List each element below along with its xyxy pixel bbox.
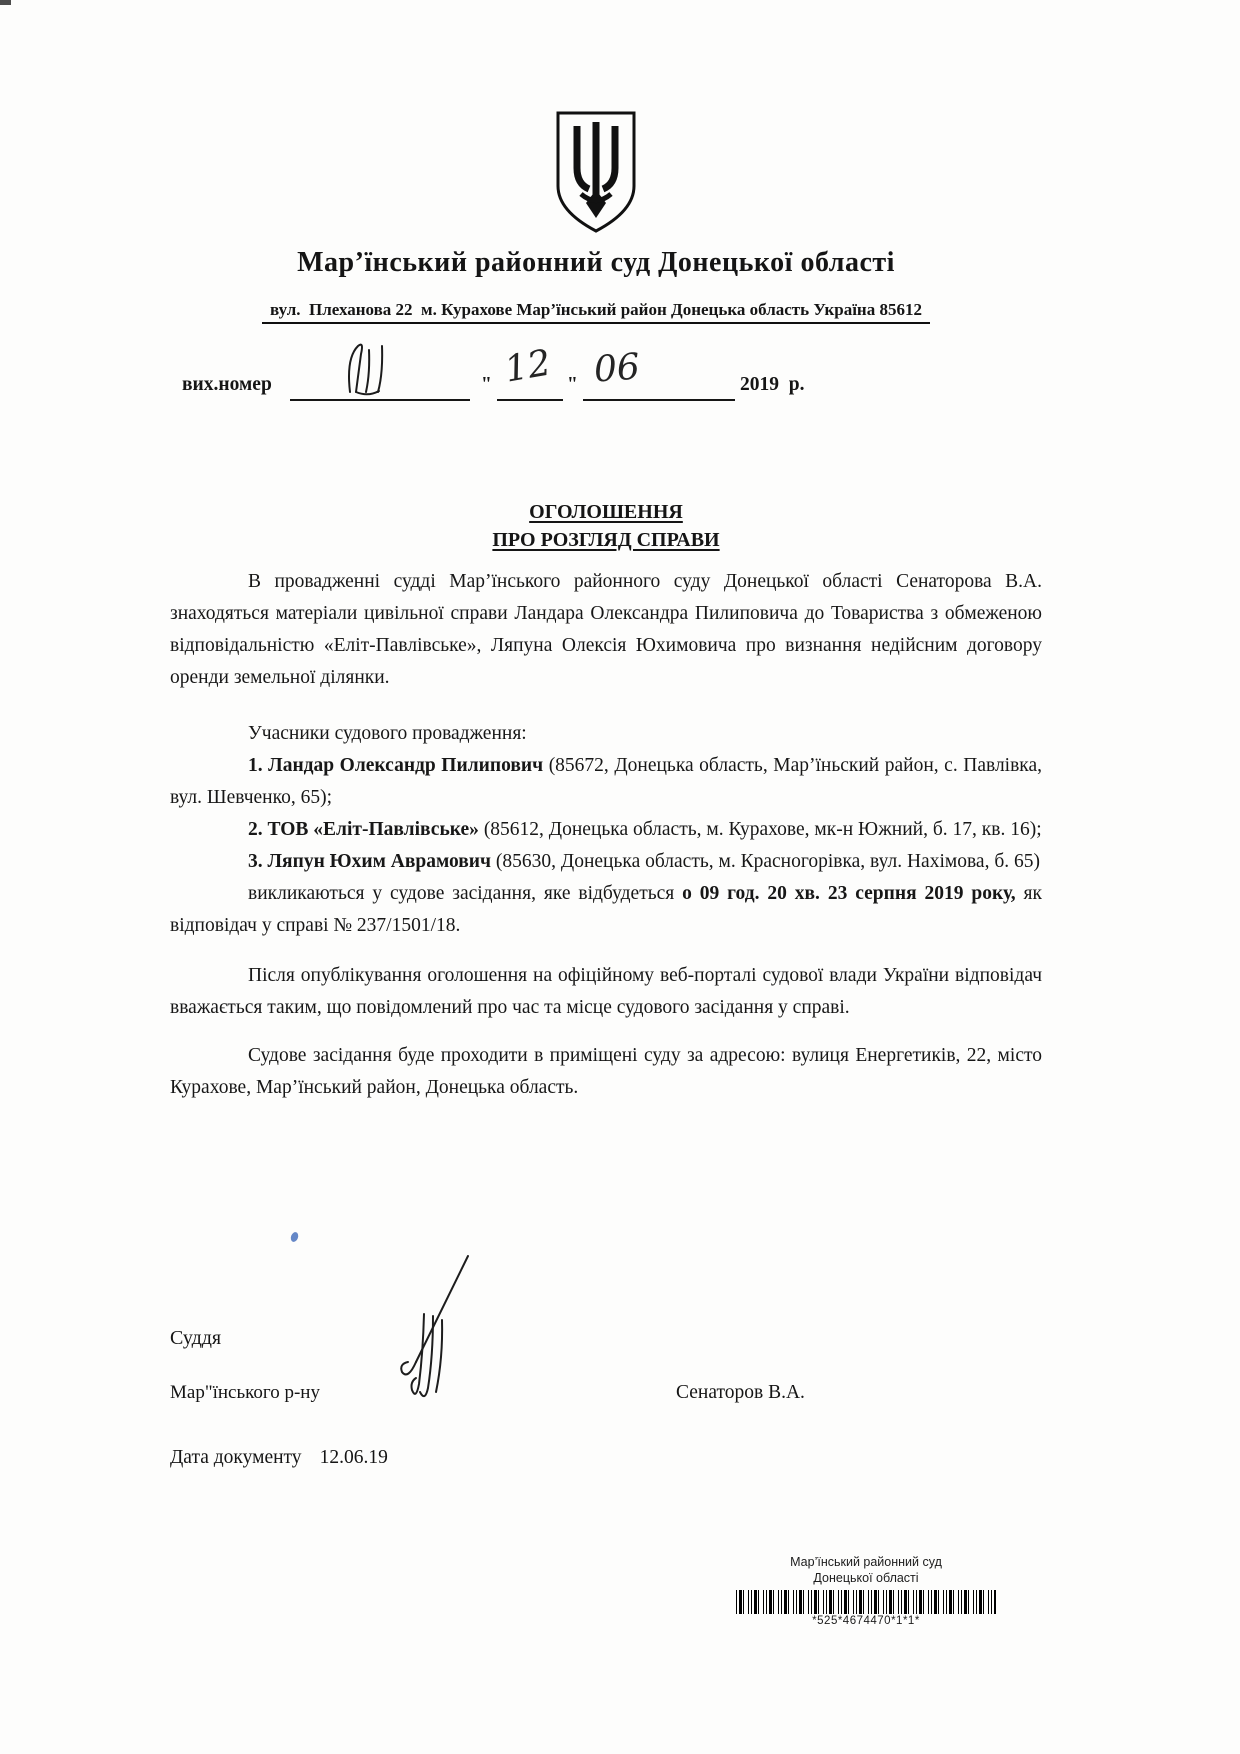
participant-item (170, 814, 1042, 846)
summons-text: викликаються у судове засідання, яке відбудеться (248, 883, 683, 904)
barcode-text: *525*4674470*1*1* (812, 1615, 920, 1627)
ink-speck (290, 1231, 300, 1243)
participant-details: (85612, Донецька область, м. Курахове, мк-н Южний, б. 17, кв. 16); (478, 819, 1042, 840)
date-month-line (583, 399, 735, 401)
participant-details: (85672, Донецька область, Мар’їньский район, с. Павлівка, вул. Шевченко, 65); (170, 755, 1043, 808)
case-review-subheading: ПРО РОЗГЛЯД СПРАВИ (492, 529, 720, 551)
court-address-row (130, 300, 1062, 324)
date-day-line (497, 399, 563, 401)
intro-paragraph: В провадженні судді Мар’їнського районного суду Донецької області Сенаторова В.А. знаходяться матеріали цивільної справи Ландара Олександра Пилиповича до Товариства з обмеженою відповідальністю «Еліт-Павлівське», Ляпуна Олексія Юхимовича про визнання недійсним договору оренди земельної ділянки. (170, 571, 1042, 688)
date-close-quote: " (567, 374, 578, 395)
judge-signature (372, 1252, 482, 1415)
hearing-datetime: о 09 год. 20 хв. 23 серпня 2019 року, (682, 883, 1016, 904)
hearing-location-paragraph: Судове засідання буде проходити в приміщені суду за адресою: вулиця Енергетиків, 22, місто Курахове, Мар’їнський район, Донецька область. (170, 1045, 1042, 1098)
coat-of-arms-ukraine-icon (553, 110, 639, 240)
stamp-court-name-line1: Мар’їнський районний суд (790, 1555, 942, 1569)
participant-name: 3. Ляпун Юхим Аврамович (248, 851, 492, 872)
publication-paragraph: Після опублікування оголошення на офіційному веб-порталі судової влади України відповідач вважається таким, що повідомлений про час та місце судового засідання у справі. (170, 965, 1042, 1018)
document-date-row (170, 1447, 388, 1469)
judge-name: Сенаторов В.А. (676, 1382, 805, 1403)
court-address: вул. Плеханова 22 м. Курахове Мар’їнський район Донецька область Україна 85612 (262, 300, 930, 324)
case-number-text: як відповідач у справі № 237/1501/18. (170, 883, 1042, 936)
participants-heading: Учасники судового провадження: (248, 723, 527, 744)
court-name: Мар’їнський районний суд Донецької області (297, 247, 895, 278)
participant-name: 2. ТОВ «Еліт-Павлівське» (248, 819, 479, 840)
judge-label: Суддя (170, 1327, 222, 1349)
barcode (736, 1590, 996, 1614)
participant-details: (85630, Донецька область, м. Красногорівка, вул. Нахімова, б. 65) (491, 851, 1040, 872)
document-date-label: Дата документу (170, 1447, 302, 1468)
handwritten-outgoing-number (338, 336, 412, 405)
scan-artifact-corner (0, 0, 11, 5)
summons-paragraph (170, 878, 1042, 942)
participant-item (170, 846, 1042, 878)
registration-stamp (733, 1554, 999, 1627)
stamp-court-name-line2: Донецької області (813, 1571, 919, 1585)
judge-district: Мар"їнського р-ну (170, 1382, 320, 1403)
outgoing-number-label: вих.номер (182, 374, 272, 395)
year-label: 2019 р. (740, 374, 805, 395)
announcement-heading: ОГОЛОШЕННЯ (529, 501, 683, 523)
participant-item (170, 750, 1042, 814)
date-open-quote: " (481, 374, 492, 395)
participant-name: 1. Ландар Олександр Пилипович (248, 755, 544, 776)
document-body (170, 498, 1042, 1104)
document-date-value: 12.06.19 (319, 1447, 388, 1468)
handwritten-day: 12 (501, 342, 554, 391)
handwritten-month: 06 (592, 346, 642, 391)
